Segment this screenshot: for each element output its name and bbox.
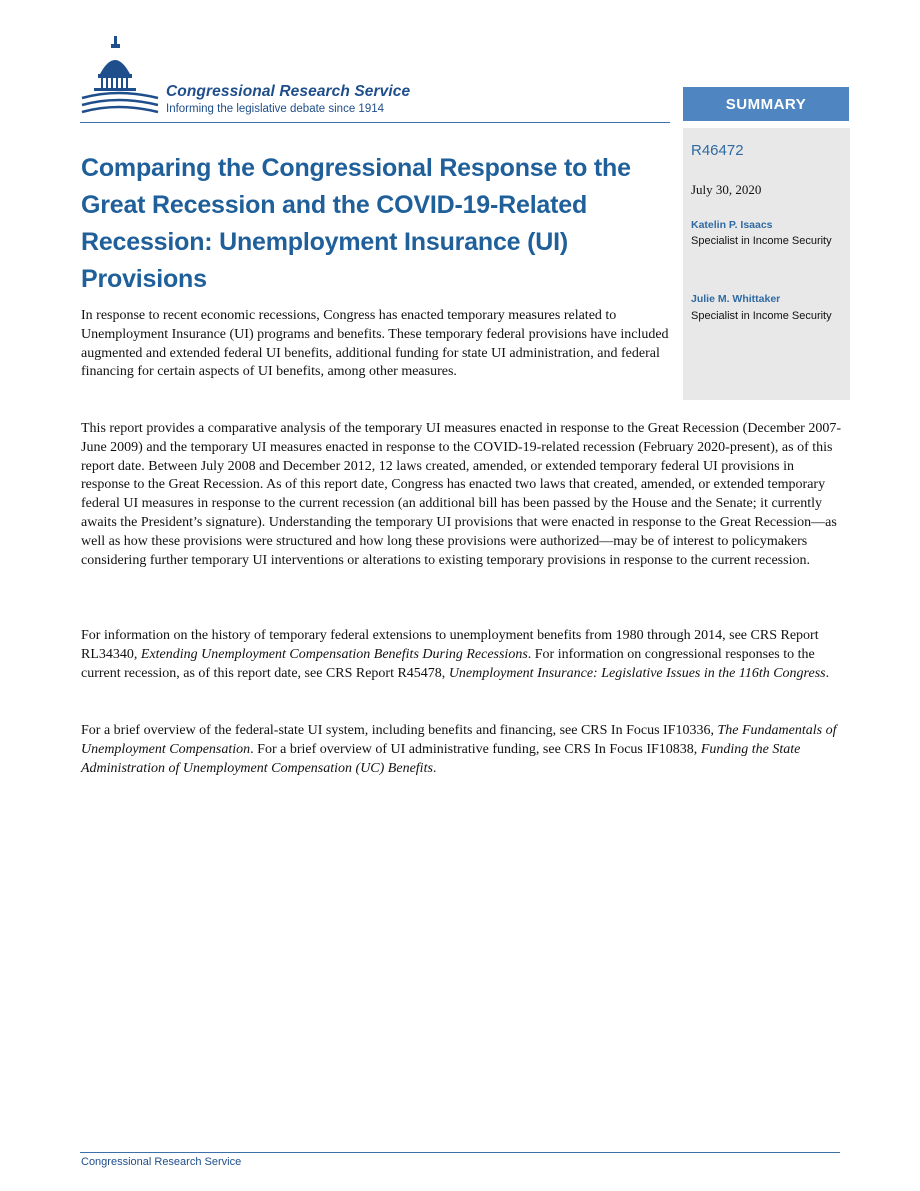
body-paragraph bbox=[81, 722, 841, 778]
report-reference-title: Funding the State Administration of Unemployment Compensation (UC) Benefits bbox=[81, 741, 801, 776]
header-divider bbox=[80, 122, 670, 123]
body-paragraph bbox=[81, 627, 841, 683]
summary-intro-paragraph: In response to recent economic recessions, Congress has enacted temporary measures related to Unemployment Insurance (UI) programs and benefits. These temporary federal provisions have included augmented and extended federal UI benefits, additional funding for state UI administration, and federal financing for certain aspects of UI benefits, among other measures. bbox=[81, 308, 669, 380]
author-title: Specialist in Income Security bbox=[691, 235, 832, 247]
report-date: July 30, 2020 bbox=[691, 182, 762, 197]
summary-tab: SUMMARY bbox=[683, 87, 849, 121]
paragraph-text: . For a brief overview of UI administrative funding, see CRS In Focus IF10838, bbox=[250, 741, 701, 757]
paragraph-text: . For information on congressional responses to the current recession, as of this report date, see CRS Report R45478, bbox=[81, 646, 815, 681]
paragraph-text: For information on the history of temporary federal extensions to unemployment benefits from 1980 through 2014, see CRS Report RL34340, bbox=[81, 628, 819, 662]
paragraph-text: . bbox=[432, 760, 437, 776]
author-name: Katelin P. Isaacs bbox=[691, 219, 773, 231]
body-paragraph: This report provides a comparative analysis of the temporary UI measures enacted in response to the Great Recession (December 2007-June 2009) and the temporary UI measures enacted in response to the COVID-19-related recession (February 2020-present), as of this report date. Between July 2008 and December 2012, 12 laws created, amended, or extended temporary federal UI provisions in response to the Great Recession. As of this report date, Congress has enacted two laws that created, amended, or extended temporary federal UI measures in response to the current recession (an additional bill has been passed by the House and the Senate; it currently awaits the President’s signature). Understanding the temporary UI provisions that were enacted in response to the Great Recession—as well as how these provisions were structured and how long these provisions were authorized—may be of interest to policymakers considering further temporary UI interventions or alterations to existing temporary provisions in response to the current recession. bbox=[81, 421, 842, 568]
paragraph-text: For a brief overview of the federal-state UI system, including benefits and financing, see CRS In Focus IF10336, bbox=[81, 723, 718, 738]
report-reference-title: Extending Unemployment Compensation Benefits During Recessions bbox=[140, 646, 528, 662]
footer-divider bbox=[80, 1152, 840, 1153]
report-reference-title: Unemployment Insurance: Legislative Issues in the 116th Congress bbox=[448, 665, 826, 681]
footer-text: Congressional Research Service bbox=[81, 1156, 242, 1168]
report-number: R46472 bbox=[691, 142, 744, 159]
summary-sidebar bbox=[683, 128, 850, 400]
author-title: Specialist in Income Security bbox=[691, 310, 832, 322]
capitol-dome-icon bbox=[80, 36, 162, 122]
logo-title: Congressional Research Service bbox=[166, 83, 411, 100]
report-title: Comparing the Congressional Response to the Great Recession and the COVID-19-Related Recession: Unemployment Insurance (UI) Provisions bbox=[81, 154, 631, 293]
paragraph-text: . bbox=[825, 665, 830, 681]
logo-tagline: Informing the legislative debate since 1914 bbox=[166, 103, 385, 115]
report-reference-title: The Fundamentals of Unemployment Compensation bbox=[81, 723, 837, 757]
crs-logo bbox=[80, 36, 480, 122]
author-name: Julie M. Whittaker bbox=[691, 293, 781, 305]
